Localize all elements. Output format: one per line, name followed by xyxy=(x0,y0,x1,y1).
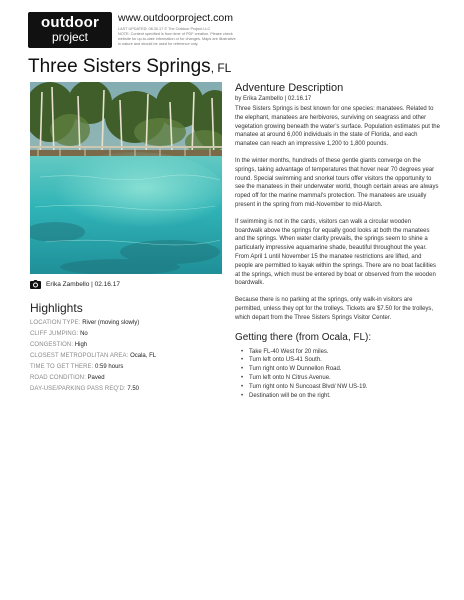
site-url[interactable]: www.outdoorproject.com xyxy=(118,12,233,24)
photo-credit-text: Erika Zambello | 02.16.17 xyxy=(46,281,120,288)
highlight-closest-metro xyxy=(30,351,222,362)
direction-step: • Turn left onto US-41 South. xyxy=(241,356,440,365)
page-title: Three Sisters Springs xyxy=(28,56,211,77)
header xyxy=(28,12,438,52)
page-state: , FL xyxy=(210,61,232,75)
highlight-label: DAY-USE/PARKING PASS REQ'D: xyxy=(30,386,126,392)
direction-step: • Take FL-40 West for 20 miles. xyxy=(241,348,440,357)
camera-icon xyxy=(30,280,41,289)
highlight-label: CLIFF JUMPING: xyxy=(30,331,79,337)
adventure-description xyxy=(235,82,440,400)
springs-photo-illustration xyxy=(30,82,222,274)
outdoor-project-logo[interactable] xyxy=(28,12,112,48)
direction-step: • Turn left onto N Citrus Avenue. xyxy=(241,374,440,383)
highlight-value: River (moving slowly) xyxy=(82,320,140,326)
adventure-paragraph: Because there is no parking at the springs, only walk-in visitors are permitted, unless they opt for the trolleys. Tickets are $7.50 for the trolleys, which depart from the Three Sisters Springs Visitor Center. xyxy=(235,297,434,321)
page-title-row xyxy=(28,56,231,78)
highlight-label: LOCATION TYPE: xyxy=(30,320,81,326)
adventure-paragraph: If swimming is not in the cards, visitors can walk a circular wooden boardwalk above the springs for equally good looks at both the manatees and the springs. When water clarity prevails, the springs seem to shine a particularly impressive aquamarine shade, beautiful throughout the year. From April 1 until November 15 the manatee restrictions are lifted, and people are permitted to kayak within the springs. There are no boat facilities at the springs, which must be entered by boat or observed from the wooden boardwalk. xyxy=(235,218,436,287)
photo-credit xyxy=(30,280,120,289)
highlight-road-condition xyxy=(30,373,222,384)
highlight-congestion xyxy=(30,340,222,351)
highlight-value: 7.50 xyxy=(127,386,140,392)
highlight-location-type xyxy=(30,318,222,329)
highlight-day-use-pass xyxy=(30,384,222,395)
highlight-value: Paved xyxy=(87,375,105,381)
direction-step: • Turn right onto W Dunnellon Road. xyxy=(241,365,440,374)
highlight-value: No xyxy=(80,331,88,337)
highlight-cliff-jumping xyxy=(30,329,222,340)
highlight-value: 0:59 hours xyxy=(95,364,124,370)
direction-step: • Destination will be on the right. xyxy=(241,392,440,401)
disclaimer-line: LAST UPDATED: 08.30.17 © The Outdoor Project LLC xyxy=(118,27,211,31)
highlight-value: Ocala, FL xyxy=(130,353,157,359)
directions-title: Getting there (from Ocala, FL): xyxy=(235,331,372,343)
adventure-paragraph: Three Sisters Springs is best known for one species: manatees. Related to the elephant, manatees are herbivores, surviving on seagrass and other vegetation growing beneath the water’s surface. Population estimates put the manatee at around 6,000 individuals in the state of Florida, and each manatee can reach an impressive 1,200 to 1,800 pounds. xyxy=(235,106,440,148)
highlight-value: High xyxy=(74,342,88,348)
highlight-time-to-get-there xyxy=(30,362,222,373)
hero-photo xyxy=(30,82,222,274)
logo-text-line2: project xyxy=(51,30,89,44)
highlights-list xyxy=(30,318,222,395)
disclaimer xyxy=(118,27,298,47)
disclaimer-line: in nature and should be used for reference only. xyxy=(118,42,199,46)
highlight-label: ROAD CONDITION: xyxy=(30,375,86,381)
highlight-label: CLOSEST METROPOLITAN AREA: xyxy=(30,353,129,359)
highlight-label: CONGESTION: xyxy=(30,342,74,348)
adventure-byline: by Erika Zambello | 02.16.17 xyxy=(235,96,312,102)
highlights-title: Highlights xyxy=(30,301,83,315)
adventure-title: Adventure Description xyxy=(235,82,344,94)
disclaimer-line: website for up-to-date information or for changes. Maps are illustrative xyxy=(118,37,236,41)
highlight-label: TIME TO GET THERE: xyxy=(30,364,94,370)
disclaimer-line: NOTE: Content specified is from time of PDF creation. Please check xyxy=(118,32,233,36)
logo-text-line1: outdoor xyxy=(40,14,100,31)
directions-list xyxy=(235,348,440,401)
adventure-paragraph: In the winter months, hundreds of these gentle giants converge on the springs, taking advantage of temperatures that hover near 70 degrees year round. Special swimming and snorkel tours offer visitors the opportunity to see the manatees in their underwater world, though certain areas are always roped off for the marine mammal’s protection. The manatees are usually present in the spring from mid-November to mid-March. xyxy=(235,157,439,208)
direction-step: • Turn right onto N Suncoast Blvd/ NW US-19. xyxy=(241,383,440,392)
